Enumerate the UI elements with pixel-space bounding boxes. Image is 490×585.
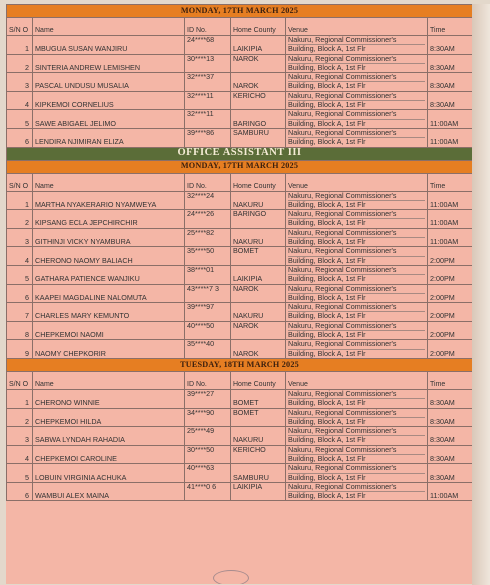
venue-line-2: Building, Block A, 1st Flr [288,237,366,247]
row-number: 2 [7,54,33,73]
venue-line-1: Nakuru, Regional Commissioner's [288,427,425,436]
venue-cell [286,54,428,73]
candidate-name: CHERONO WINNIE [33,389,185,408]
candidate-id: 32****37 [185,73,231,92]
candidate-name: WAMBUI ALEX MAINA [33,482,185,501]
venue-line-1: Nakuru, Regional Commissioner's [288,322,425,331]
row-number: 4 [7,91,33,110]
venue-line-1: Nakuru, Regional Commissioner's [288,92,425,101]
home-county: NAROK [231,284,286,303]
candidate-id: 34****90 [185,408,231,427]
section-heading-row [7,147,473,160]
day-heading-row-3 [7,358,473,371]
candidate-name: KIPKEMOI CORNELIUS [33,91,185,110]
interview-time: 11:00AM [428,210,473,229]
venue-line-2: Building, Block A, 1st Flr [288,255,366,265]
home-county: BARINGO [231,210,286,229]
table-row [7,247,473,266]
candidate-id: 39****27 [185,389,231,408]
venue-line-1: Nakuru, Regional Commissioner's [288,73,425,82]
venue-cell [286,389,428,408]
venue-line-2: Building, Block A, 1st Flr [288,81,366,91]
row-number: 4 [7,445,33,464]
venue-line-1: Nakuru, Regional Commissioner's [288,390,425,399]
home-county: NAROK [231,54,286,73]
header-county: Home County [231,173,286,191]
home-county: KERICHO [231,445,286,464]
table-row [7,128,473,147]
venue-cell [286,228,428,247]
row-number: 2 [7,408,33,427]
page-edge-shadow [472,4,490,585]
venue-line-1: Nakuru, Regional Commissioner's [288,303,425,312]
header-venue: Venue [286,18,428,36]
venue-cell [286,303,428,322]
venue-line-2: Building, Block A, 1st Flr [288,416,366,426]
venue-line-2: Building, Block A, 1st Flr [288,435,366,445]
home-county: NAROK [231,321,286,340]
venue-line-1: Nakuru, Regional Commissioner's [288,36,425,45]
interview-time: 8:30AM [428,445,473,464]
home-county: BOMET [231,389,286,408]
interview-time: 11:00AM [428,228,473,247]
interview-time: 8:30AM [428,54,473,73]
interview-time: 8:30AM [428,389,473,408]
venue-line-2: Building, Block A, 1st Flr [288,472,366,482]
row-number: 7 [7,303,33,322]
candidate-id: 25****82 [185,228,231,247]
header-county: Home County [231,371,286,389]
table-row [7,210,473,229]
home-county: BOMET [231,408,286,427]
candidate-name: SABWA LYNDAH RAHADIA [33,427,185,446]
row-number: 3 [7,228,33,247]
venue-line-1: Nakuru, Regional Commissioner's [288,247,425,256]
candidate-name: CHEPKEMOI CAROLINE [33,445,185,464]
interview-time: 2:00PM [428,265,473,284]
candidate-id: 24****68 [185,36,231,55]
candidate-id: 30****50 [185,445,231,464]
header-time: Time [428,173,473,191]
table-row [7,427,473,446]
venue-line-1: Nakuru, Regional Commissioner's [288,483,425,492]
candidate-name: LOBUIN VIRGINIA ACHUKA [33,464,185,483]
home-county: NAKURU [231,427,286,446]
candidate-name: SINTERIA ANDREW LEMISHEN [33,54,185,73]
venue-line-1: Nakuru, Regional Commissioner's [288,55,425,64]
column-header-row [7,18,473,36]
home-county: NAROK [231,340,286,359]
interview-time: 11:00AM [428,110,473,129]
candidate-id: 25****49 [185,427,231,446]
venue-line-2: Building, Block A, 1st Flr [288,274,366,284]
table-row [7,228,473,247]
table-row [7,408,473,427]
candidate-id: 41****0 6 [185,482,231,501]
candidate-id: 39****86 [185,128,231,147]
venue-cell [286,191,428,210]
venue-cell [286,445,428,464]
schedule-body [7,5,473,501]
venue-line-1: Nakuru, Regional Commissioner's [288,409,425,418]
venue-cell [286,128,428,147]
table-row [7,389,473,408]
venue-line-2: Building, Block A, 1st Flr [288,62,366,72]
candidate-name: SAWE ABIGAEL JELIMO [33,110,185,129]
venue-line-1: Nakuru, Regional Commissioner's [288,229,425,238]
venue-cell [286,408,428,427]
venue-line-2: Building, Block A, 1st Flr [288,292,366,302]
table-row [7,340,473,359]
venue-line-2: Building, Block A, 1st Flr [288,491,366,501]
venue-line-1: Nakuru, Regional Commissioner's [288,464,425,473]
home-county: LAIKIPIA [231,265,286,284]
row-number: 5 [7,265,33,284]
interview-time: 2:00PM [428,284,473,303]
home-county: NAROK [231,73,286,92]
header-venue: Venue [286,371,428,389]
interview-time: 8:30AM [428,36,473,55]
header-time: Time [428,18,473,36]
interview-time: 2:00PM [428,247,473,266]
home-county: KERICHO [231,91,286,110]
interview-time: 8:30AM [428,427,473,446]
header-time: Time [428,371,473,389]
venue-line-2: Building, Block A, 1st Flr [288,330,366,340]
row-number: 1 [7,389,33,408]
home-county: BOMET [231,247,286,266]
interview-time: 2:00PM [428,340,473,359]
table-row [7,464,473,483]
header-name: Name [33,371,185,389]
venue-cell [286,91,428,110]
day-heading: MONDAY, 17TH MARCH 2025 [7,5,473,18]
header-name: Name [33,173,185,191]
venue-cell [286,265,428,284]
row-number: 6 [7,284,33,303]
table-row [7,482,473,501]
stamp-mark [213,570,249,584]
row-number: 5 [7,464,33,483]
candidate-id: 39****97 [185,303,231,322]
day-heading: MONDAY, 17TH MARCH 2025 [7,160,473,173]
venue-line-1: Nakuru, Regional Commissioner's [288,340,425,349]
venue-cell [286,73,428,92]
candidate-name: MBUGUA SUSAN WANJIRU [33,36,185,55]
schedule-sheet [6,4,472,584]
candidate-id: 40****50 [185,321,231,340]
table-row [7,110,473,129]
column-header-row [7,173,473,191]
home-county: LAIKIPIA [231,36,286,55]
interview-time: 8:30AM [428,91,473,110]
candidate-name: KAAPEI MAGDALINE NALOMUTA [33,284,185,303]
header-sno: S/N O [7,371,33,389]
home-county: NAKURU [231,228,286,247]
candidate-name: LENDIRA NJIMIRAN ELIZA [33,128,185,147]
candidate-id: 43*****7 3 [185,284,231,303]
venue-line-1: Nakuru, Regional Commissioner's [288,266,425,275]
candidate-name: GATHARA PATIENCE WANJIKU [33,265,185,284]
home-county: BARINGO [231,110,286,129]
header-id: ID No. [185,18,231,36]
venue-cell [286,210,428,229]
table-row [7,445,473,464]
candidate-name: CHARLES MARY KEMUNTO [33,303,185,322]
table-row [7,265,473,284]
table-row [7,191,473,210]
day-heading-row-2 [7,160,473,173]
candidate-id: 32****11 [185,91,231,110]
row-number: 3 [7,427,33,446]
header-venue: Venue [286,173,428,191]
home-county: NAKURU [231,191,286,210]
candidate-id: 30****13 [185,54,231,73]
row-number: 6 [7,128,33,147]
section-heading: OFFICE ASSISTANT III [7,147,473,160]
venue-line-2: Building, Block A, 1st Flr [288,398,366,408]
row-number: 5 [7,110,33,129]
table-row [7,54,473,73]
candidate-id: 32****24 [185,191,231,210]
venue-cell [286,110,428,129]
candidate-id: 32****11 [185,110,231,129]
venue-line-1: Nakuru, Regional Commissioner's [288,192,425,201]
row-number: 4 [7,247,33,266]
interview-time: 8:30AM [428,73,473,92]
table-row [7,321,473,340]
interview-time: 2:00PM [428,321,473,340]
row-number: 2 [7,210,33,229]
table-row [7,36,473,55]
column-header-row [7,371,473,389]
interview-time: 11:00AM [428,482,473,501]
venue-line-2: Building, Block A, 1st Flr [288,118,366,128]
venue-cell [286,247,428,266]
candidate-id: 40****63 [185,464,231,483]
home-county: SAMBURU [231,464,286,483]
venue-line-2: Building, Block A, 1st Flr [288,218,366,228]
table-row [7,303,473,322]
interview-time: 2:00PM [428,303,473,322]
venue-line-2: Building, Block A, 1st Flr [288,453,366,463]
header-id: ID No. [185,371,231,389]
candidate-name: KIPSANG ECLA JEPCHIRCHIR [33,210,185,229]
interview-time: 8:30AM [428,464,473,483]
venue-line-2: Building, Block A, 1st Flr [288,100,366,110]
candidate-name: CHEPKEMOI NAOMI [33,321,185,340]
interview-schedule-table [6,4,472,501]
row-number: 6 [7,482,33,501]
venue-line-1: Nakuru, Regional Commissioner's [288,285,425,294]
venue-line-2: Building, Block A, 1st Flr [288,311,366,321]
candidate-name: CHEPKEMOI HILDA [33,408,185,427]
venue-line-1: Nakuru, Regional Commissioner's [288,129,425,138]
venue-line-1: Nakuru, Regional Commissioner's [288,110,425,119]
table-row [7,284,473,303]
candidate-id: 24****26 [185,210,231,229]
home-county: LAIKIPIA [231,482,286,501]
venue-cell [286,464,428,483]
venue-cell [286,340,428,359]
candidate-name: CHERONO NAOMY BALIACH [33,247,185,266]
candidate-id: 35****40 [185,340,231,359]
venue-cell [286,284,428,303]
table-row [7,73,473,92]
venue-cell [286,482,428,501]
venue-line-1: Nakuru, Regional Commissioner's [288,210,425,219]
venue-cell [286,36,428,55]
row-number: 9 [7,340,33,359]
header-name: Name [33,18,185,36]
candidate-name: PASCAL UNDUSU MUSALIA [33,73,185,92]
venue-cell [286,427,428,446]
header-sno: S/N O [7,173,33,191]
header-county: Home County [231,18,286,36]
candidate-id: 35****50 [185,247,231,266]
day-heading: TUESDAY, 18TH MARCH 2025 [7,358,473,371]
candidate-id: 38****01 [185,265,231,284]
venue-line-2: Building, Block A, 1st Flr [288,137,366,147]
venue-line-2: Building, Block A, 1st Flr [288,199,366,209]
table-row [7,91,473,110]
header-sno: S/N O [7,18,33,36]
interview-time: 8:30AM [428,408,473,427]
day-heading-row-1 [7,5,473,18]
row-number: 8 [7,321,33,340]
candidate-name: MARTHA NYAKERARIO NYAMWEYA [33,191,185,210]
candidate-name: NAOMY CHEPKORIR [33,340,185,359]
venue-line-2: Building, Block A, 1st Flr [288,44,366,54]
row-number: 1 [7,191,33,210]
home-county: SAMBURU [231,128,286,147]
candidate-name: GITHINJI VICKY NYAMBURA [33,228,185,247]
row-number: 3 [7,73,33,92]
interview-time: 11:00AM [428,128,473,147]
venue-line-1: Nakuru, Regional Commissioner's [288,446,425,455]
header-id: ID No. [185,173,231,191]
venue-line-2: Building, Block A, 1st Flr [288,348,366,358]
venue-cell [286,321,428,340]
row-number: 1 [7,36,33,55]
home-county: NAKURU [231,303,286,322]
interview-time: 11:00AM [428,191,473,210]
